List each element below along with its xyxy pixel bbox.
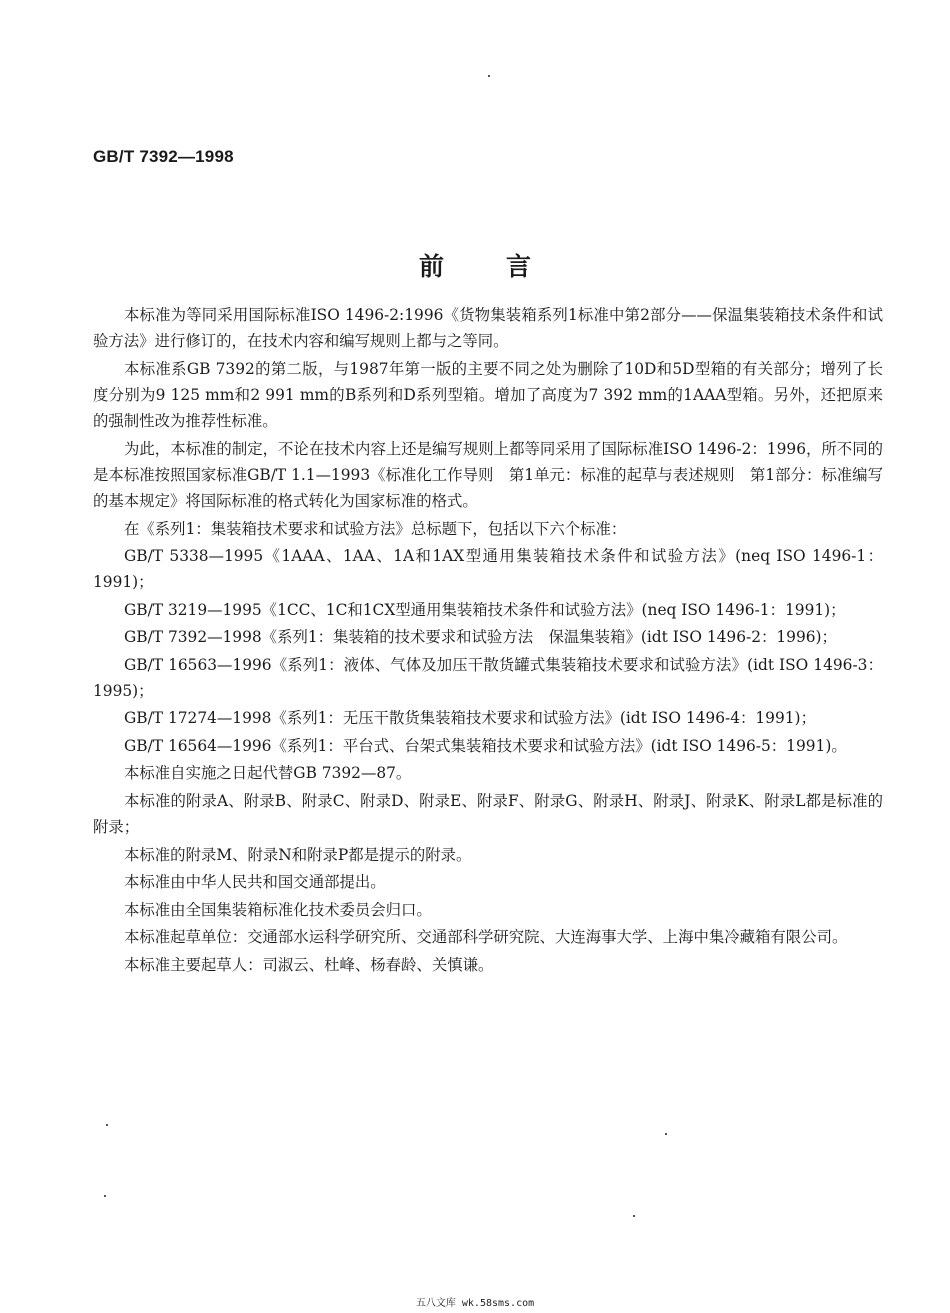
list-item: GB/T 7392—1998《系列1：集装箱的技术要求和试验方法 保温集装箱》(idt ISO 1496-2：1996)； bbox=[124, 628, 837, 647]
scan-speck bbox=[104, 1195, 106, 1197]
paragraph: 本标准的附录A、附录B、附录C、附录D、附录E、附录F、附录G、附录H、附录J、附录K、附录L都是标准的附录； bbox=[93, 791, 883, 837]
footer-watermark: 五八文库 wk.58sms.com bbox=[415, 1298, 535, 1309]
scan-speck bbox=[106, 1124, 108, 1126]
page-title: 前言 bbox=[418, 252, 593, 281]
paragraph: 本标准由全国集装箱标准化技术委员会归口。 bbox=[124, 900, 432, 919]
document-body bbox=[93, 302, 883, 979]
paragraph: 为此，本标准的制定，不论在技术内容上还是编写规则上都等同采用了国际标准ISO 1496-2：1996，所不同的是本标准按照国家标准GB/T 1.1—1993《标准化工作导则 第1单元：标准的起草与表述规则 第1部分：标准编写的基本规定》将国际标准的格式转化为国家标准的格式。 bbox=[93, 439, 883, 511]
list-item: GB/T 16564—1996《系列1：平台式、台架式集装箱技术要求和试验方法》(idt ISO 1496-5：1991)。 bbox=[124, 736, 847, 755]
list-item: GB/T 16563—1996《系列1：液体、气体及加压干散货罐式集装箱技术要求和试验方法》(idt ISO 1496-3：1995)； bbox=[93, 655, 883, 700]
standard-code: GB/T 7392—1998 bbox=[93, 147, 234, 166]
list-item: GB/T 3219—1995《1CC、1C和1CX型通用集装箱技术条件和试验方法》(neq ISO 1496-1：1991)； bbox=[124, 600, 846, 619]
paragraph: 本标准由中华人民共和国交通部提出。 bbox=[124, 873, 386, 892]
paragraph: 本标准的附录M、附录N和附录P都是提示的附录。 bbox=[124, 845, 472, 864]
paragraph: 本标准系GB 7392的第二版，与1987年第一版的主要不同之处为删除了10D和5D型箱的有关部分；增列了长度分别为9 125 mm和2 991 mm的B系列和D系列型箱。增加了高度为7 392 mm的1AAA型箱。另外，还把原来的强制性改为推荐性标准。 bbox=[93, 359, 883, 431]
list-item: GB/T 17274—1998《系列1：无压干散货集装箱技术要求和试验方法》(idt ISO 1496-4：1991)； bbox=[124, 709, 816, 728]
paragraph: 本标准为等同采用国际标准ISO 1496-2:1996《货物集装箱系列1标准中第2部分——保温集装箱技术条件和试验方法》进行修订的，在技术内容和编写规则上都与之等同。 bbox=[93, 306, 883, 351]
paragraph: 本标准自实施之日起代替GB 7392—87。 bbox=[124, 764, 412, 783]
scan-speck bbox=[488, 75, 490, 77]
paragraph: 本标准起草单位：交通部水运科学研究所、交通部科学研究院、大连海事大学、上海中集冷藏箱有限公司。 bbox=[124, 928, 848, 947]
list-item: GB/T 5338—1995《1AAA、1AA、1A和1AX型通用集装箱技术条件和试验方法》(neq ISO 1496-1：1991)； bbox=[93, 547, 883, 592]
paragraph: 本标准主要起草人：司淑云、杜峰、杨春龄、关慎谦。 bbox=[124, 955, 494, 974]
scan-speck bbox=[665, 1133, 667, 1135]
paragraph: 在《系列1：集装箱技术要求和试验方法》总标题下，包括以下六个标准： bbox=[124, 519, 627, 538]
scan-speck bbox=[633, 1215, 635, 1217]
